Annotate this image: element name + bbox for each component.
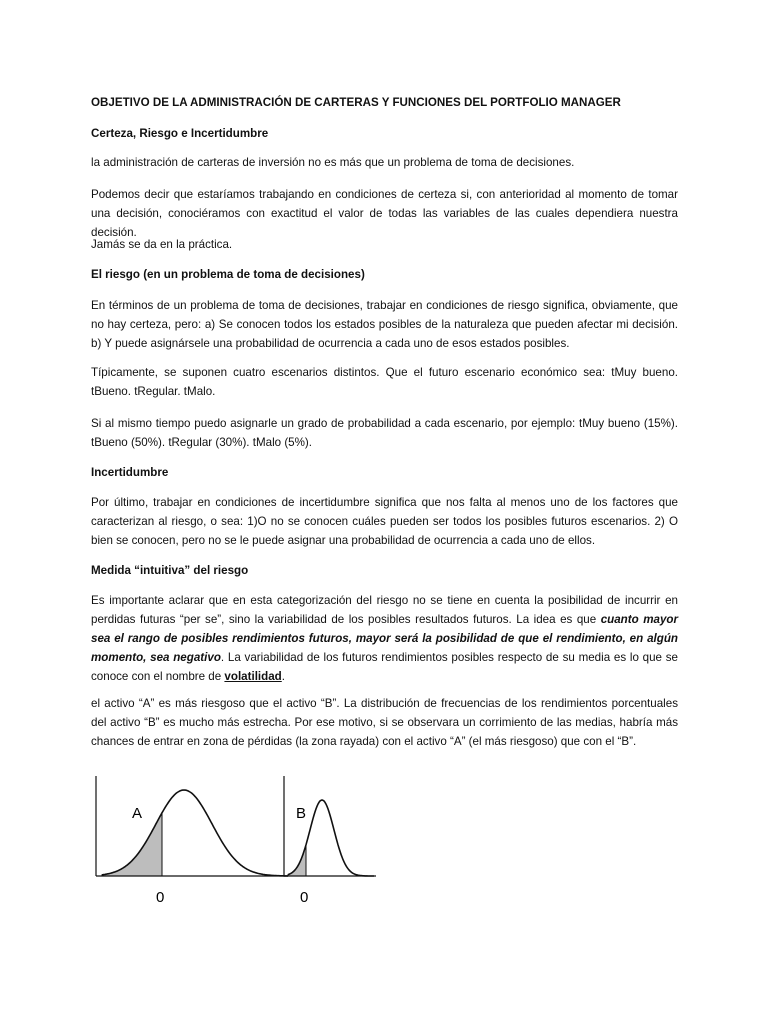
zero-label-a: 0 (156, 889, 165, 906)
paragraph: Por último, trabajar en condiciones de incertidumbre significa que nos falta al menos uno de los factores que caracterizan al riesgo, o sea: 1)O no se conocen cuáles pueden ser todos los posibles futuros escenarios. 2) O bien se conocen, pero no se le puede asignar una probabilidad de ocurrencia a cada uno de ellos. (91, 496, 678, 547)
label-a: A (132, 805, 143, 822)
heading-riesgo: El riesgo (en un problema de toma de decisiones) (91, 268, 365, 281)
paragraph: Si al mismo tiempo puedo asignarle un grado de probabilidad a cada escenario, por ejemplo: tMuy bueno (15%). tBueno (50%). tRegular (30%). tMalo (5%). (91, 417, 678, 449)
distribution-figure (92, 770, 382, 910)
text-run: Es importante aclarar que en esta categorización del riesgo no se tiene en cuenta la posibilidad de incurrir en perdidas futuras “per se”, sino la variabilidad de los posibles resultados futuros. La idea es que (91, 594, 678, 626)
panel-a (96, 776, 288, 906)
panel-b (284, 776, 376, 906)
distribution-curve-a (102, 790, 288, 876)
paragraph: el activo “A” es más riesgoso que el activo “B”. La distribución de frecuencias de los rendimientos porcentuales del activo “B” es mucho más estrecha. Por ese motivo, si se observara un corrimiento de las medias, habría más chances de entrar en zona de pérdidas (la zona rayada) con el activo “A” (el más riesgoso) que con el “B”. (91, 697, 678, 748)
loss-zone-a (102, 813, 162, 876)
zero-label-b: 0 (300, 889, 309, 906)
emphasis-text: cuanto mayor sea el rango de posibles rendimientos futuros, mayor será la posibilidad de que el rendimiento, en algún momento, sea negativo (91, 613, 678, 664)
label-b: B (296, 805, 307, 822)
text-run: . La variabilidad de los futuros rendimientos posibles respecto de su media es lo que se conoce con el nombre de (91, 651, 678, 683)
paragraph: En términos de un problema de toma de decisiones, trabajar en condiciones de riesgo significa, obviamente, que no hay certeza, pero: a) Se conocen todos los estados posibles de la naturaleza que pueden afectar mi decisión. b) Y puede asignársele una probabilidad de ocurrencia a cada uno de esos estados posibles. (91, 299, 678, 350)
document-title: OBJETIVO DE LA ADMINISTRACIÓN DE CARTERAS Y FUNCIONES DEL PORTFOLIO MANAGER (91, 96, 621, 109)
heading-certeza: Certeza, Riesgo e Incertidumbre (91, 127, 269, 140)
paragraph: Típicamente, se suponen cuatro escenarios distintos. Que el futuro escenario económico sea: tMuy bueno. tBueno. tRegular. tMalo. (91, 366, 678, 398)
text-run: . (281, 670, 285, 683)
term-volatilidad: volatilidad (224, 670, 282, 683)
paragraph: Podemos decir que estaríamos trabajando en condiciones de certeza si, con anterioridad al momento de tomar una decisión, conociéramos con exactitud el valor de todas las variables de las cuales dependiera nuestra decisión. (91, 188, 678, 239)
heading-incertidumbre: Incertidumbre (91, 466, 169, 479)
heading-medida-intuitiva: Medida “intuitiva” del riesgo (91, 564, 249, 577)
paragraph: la administración de carteras de inversión no es más que un problema de toma de decisiones. (91, 156, 575, 169)
paragraph-volatilidad (91, 591, 678, 686)
paragraph: Jamás se da en la práctica. (91, 238, 233, 251)
loss-zone-b (288, 845, 306, 876)
